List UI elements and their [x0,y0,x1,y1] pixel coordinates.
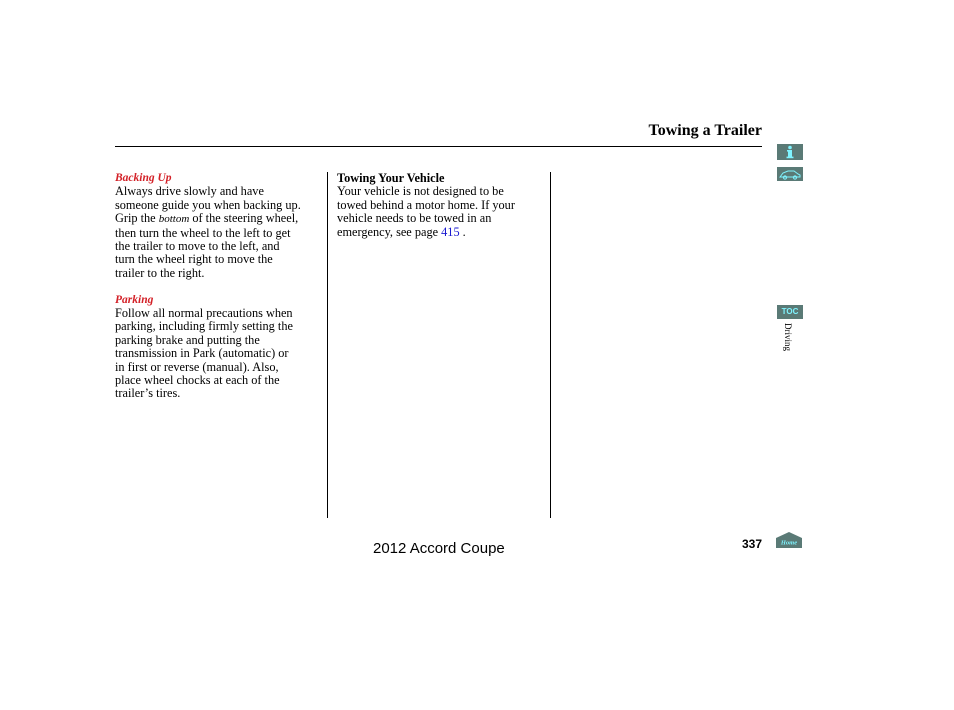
text-line [337,226,545,239]
middle-column [337,172,545,239]
text-line: turn the wheel right to move the [115,252,273,267]
text-line [115,212,325,226]
section-label: Driving [783,323,793,351]
title-rule [115,146,762,147]
text-line: vehicle needs to be towed in an [337,211,492,226]
text-line: in first or reverse (manual). Also, [115,359,279,374]
text-fragment: . [462,224,466,239]
home-button[interactable] [775,531,803,549]
towing-vehicle-heading: Towing Your Vehicle [337,171,445,185]
emphasis-bottom: bottom [158,213,190,226]
left-column [115,172,325,401]
text-fragment: Grip the [115,211,156,226]
text-line: Always drive slowly and have [115,184,264,199]
car-icon [777,167,803,181]
home-icon [775,531,803,549]
page-415-link[interactable]: 415 [441,224,460,239]
footer-model: 2012 Accord Coupe [373,540,505,557]
text-line: towed behind a motor home. If your [337,197,515,212]
text-line: trailer’s tires. [115,386,181,401]
text-line: the trailer to move to the left, and [115,239,280,254]
info-icon [777,144,803,160]
text-line: then turn the wheel to the left to get [115,225,291,240]
text-line: parking, including firmly setting the [115,319,293,334]
column-divider [327,172,328,518]
text-line: someone guide you when backing up. [115,197,301,212]
page-number: 337 [741,537,762,551]
info-button[interactable] [777,144,803,160]
text-line: Your vehicle is not designed to be [337,184,504,199]
svg-text:Home: Home [780,539,798,547]
text-fragment: emergency, see page [337,224,439,239]
text-line: parking brake and putting the [115,332,260,347]
parking-heading: Parking [115,293,154,306]
text-line: Follow all normal precautions when [115,306,293,321]
vehicle-index-button[interactable] [777,167,803,181]
column-divider [550,172,551,518]
text-fragment: of the steering wheel, [192,211,299,226]
backing-up-heading: Backing Up [115,172,172,184]
toc-button[interactable]: TOC [777,305,803,319]
text-line: transmission in Park (automatic) or [115,346,289,361]
page-title: Towing a Trailer [648,122,762,139]
text-line: place wheel chocks at each of the [115,373,280,388]
text-line: trailer to the right. [115,265,205,280]
